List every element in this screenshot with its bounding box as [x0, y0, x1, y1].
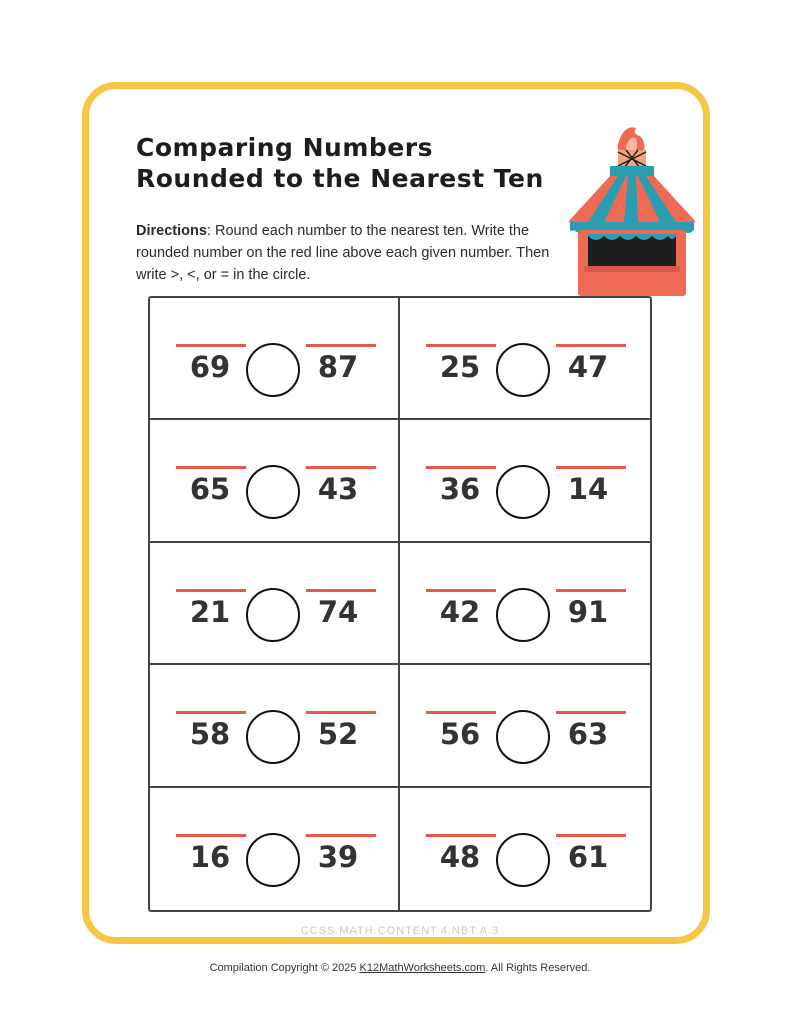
- answer-line-right[interactable]: [556, 589, 626, 592]
- answer-line-right[interactable]: [556, 711, 626, 714]
- answer-line-left[interactable]: [426, 711, 496, 714]
- number-right: 52: [317, 717, 359, 752]
- answer-line-left[interactable]: [426, 344, 496, 347]
- answer-line-left[interactable]: [176, 466, 246, 469]
- comparison-circle[interactable]: [246, 343, 300, 397]
- number-left: 25: [439, 350, 481, 384]
- number-right: 14: [567, 472, 609, 507]
- problem-cell: [400, 298, 650, 420]
- problem-cell: [150, 788, 400, 910]
- comparison-circle[interactable]: [246, 588, 300, 642]
- number-left: 58: [189, 717, 231, 752]
- comparison-circle[interactable]: [246, 833, 300, 887]
- number-left: 16: [189, 839, 231, 874]
- title-line-2: Rounded to the Nearest Ten: [136, 164, 544, 193]
- comparison-circle[interactable]: [246, 465, 300, 519]
- copyright-prefix: Compilation Copyright © 2025: [209, 962, 360, 974]
- answer-line-left[interactable]: [426, 834, 496, 837]
- directions-text: : Round each number to the nearest ten. Write the rounded number on the red line above each given number. Then write >, <, or = in the circle.: [136, 223, 550, 283]
- comparison-circle[interactable]: [496, 588, 550, 642]
- problem-cell: [150, 298, 400, 420]
- number-left: 21: [189, 594, 231, 629]
- problem-cell: [400, 543, 650, 665]
- answer-line-right[interactable]: [306, 711, 376, 714]
- copyright-suffix: . All Rights Reserved.: [485, 962, 591, 974]
- answer-line-right[interactable]: [556, 344, 626, 347]
- number-right: 63: [567, 717, 609, 752]
- website-link[interactable]: K12MathWorksheets.com: [359, 962, 486, 974]
- answer-line-left[interactable]: [176, 589, 246, 592]
- answer-line-right[interactable]: [306, 344, 376, 347]
- number-right: 61: [567, 839, 609, 874]
- problem-cell: [400, 665, 650, 787]
- answer-line-right[interactable]: [306, 466, 376, 469]
- problem-grid: [148, 296, 652, 912]
- number-left: 36: [439, 472, 481, 507]
- number-right: 91: [567, 594, 609, 629]
- number-right: 87: [317, 350, 359, 384]
- answer-line-left[interactable]: [176, 711, 246, 714]
- answer-line-left[interactable]: [176, 344, 246, 347]
- answer-line-right[interactable]: [306, 589, 376, 592]
- number-left: 42: [439, 594, 481, 629]
- number-right: 74: [317, 594, 359, 629]
- number-right: 39: [317, 839, 359, 874]
- answer-line-left[interactable]: [426, 589, 496, 592]
- number-right: 43: [317, 472, 359, 507]
- title-line-1: Comparing Numbers: [136, 133, 433, 162]
- number-left: 56: [439, 717, 481, 752]
- copyright-notice: [0, 962, 800, 974]
- number-left: 48: [439, 839, 481, 874]
- comparison-circle[interactable]: [496, 343, 550, 397]
- directions-label: Directions: [136, 223, 207, 239]
- number-right: 47: [567, 350, 609, 384]
- answer-line-left[interactable]: [426, 466, 496, 469]
- answer-line-right[interactable]: [556, 834, 626, 837]
- worksheet-title: [136, 132, 586, 194]
- problem-cell: [150, 543, 400, 665]
- answer-line-right[interactable]: [556, 466, 626, 469]
- answer-line-right[interactable]: [306, 834, 376, 837]
- problem-cell: [150, 420, 400, 542]
- standard-code: CCSS.MATH.CONTENT.4.NBT.A.3: [300, 925, 500, 937]
- problem-cell: [400, 420, 650, 542]
- number-left: 69: [189, 350, 231, 384]
- kiosk-icon: [566, 122, 698, 300]
- comparison-circle[interactable]: [496, 833, 550, 887]
- comparison-circle[interactable]: [496, 710, 550, 764]
- comparison-circle[interactable]: [496, 465, 550, 519]
- answer-line-left[interactable]: [176, 834, 246, 837]
- problem-cell: [400, 788, 650, 910]
- problem-cell: [150, 665, 400, 787]
- comparison-circle[interactable]: [246, 710, 300, 764]
- directions: [136, 220, 566, 286]
- number-left: 65: [189, 472, 231, 507]
